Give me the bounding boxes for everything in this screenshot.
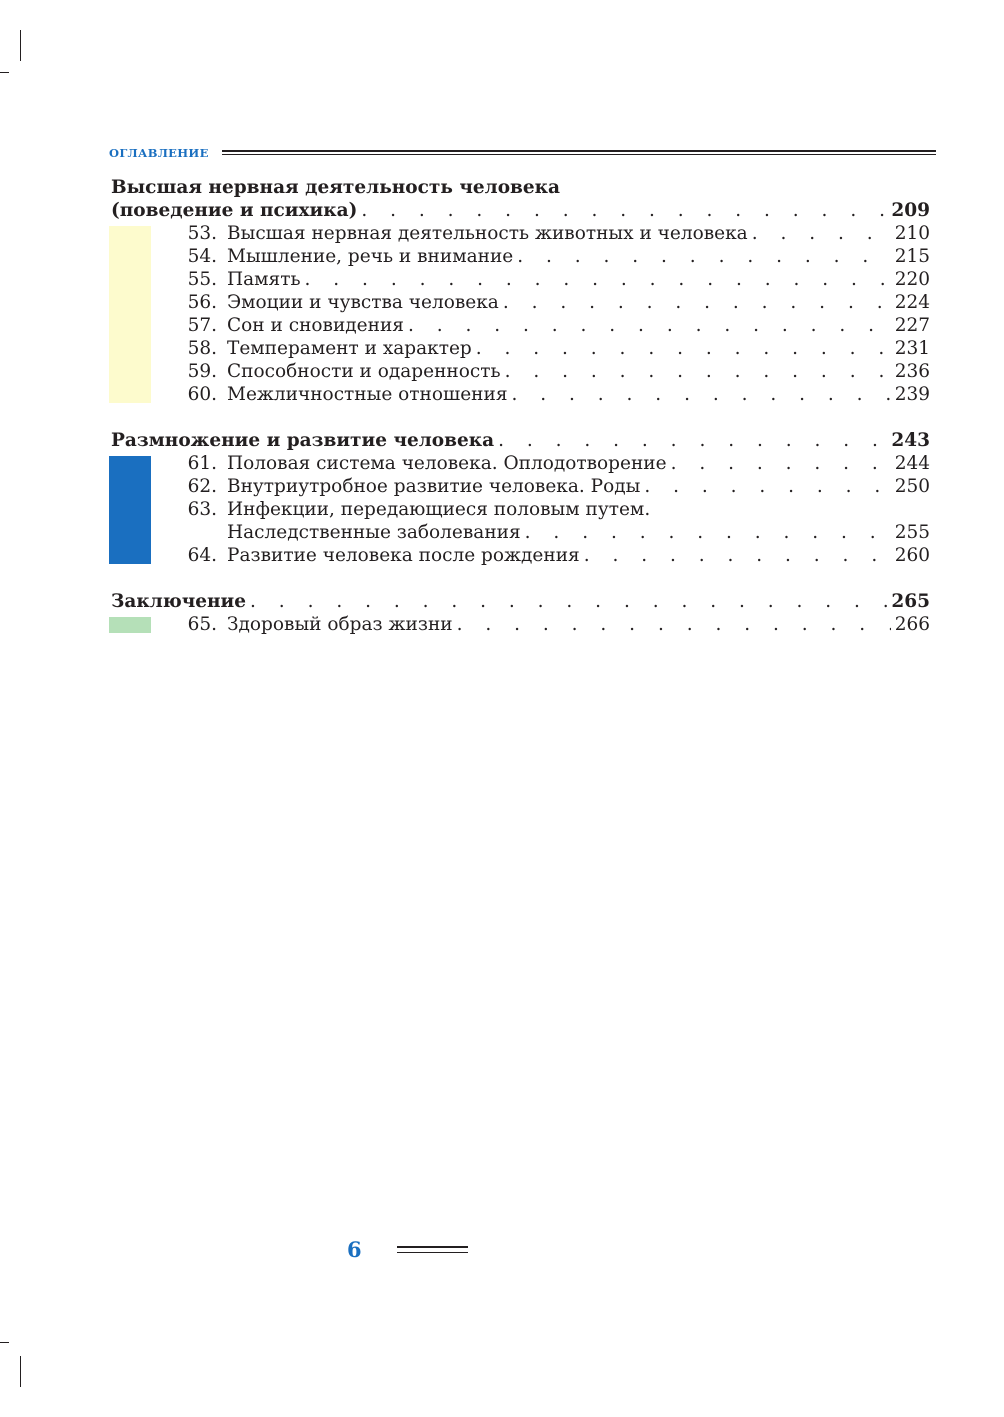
dot-leader	[517, 245, 890, 268]
item-title: Сон и сновидения	[227, 315, 404, 336]
item-page: 236	[894, 361, 930, 382]
header-title: ОГЛАВЛЕНИЕ	[109, 146, 209, 160]
dot-leader	[584, 544, 891, 567]
item-page: 255	[894, 522, 930, 543]
table-of-contents	[111, 176, 930, 636]
item-title: Половая система человека. Оплодотворение	[227, 453, 667, 474]
item-number: 56.	[187, 292, 217, 313]
item-page: 224	[894, 292, 930, 313]
section-page: 243	[891, 430, 930, 451]
toc-item[interactable]	[111, 498, 930, 521]
section-heading[interactable]	[111, 176, 930, 199]
item-number: 61.	[187, 453, 217, 474]
item-number: 63.	[187, 499, 217, 520]
crop-mark	[0, 72, 9, 73]
toc-item[interactable]	[111, 383, 930, 406]
toc-item[interactable]	[111, 613, 930, 636]
toc-item[interactable]	[111, 452, 930, 475]
header-rule	[222, 150, 936, 152]
section-title: (поведение и психика)	[111, 200, 358, 221]
dot-leader	[752, 222, 891, 245]
item-number: 64.	[187, 545, 217, 566]
footer-rule	[397, 1246, 468, 1248]
item-page: 220	[894, 269, 930, 290]
toc-item[interactable]	[111, 360, 930, 383]
dot-leader	[505, 360, 891, 383]
item-number: 57.	[187, 315, 217, 336]
dot-leader	[305, 268, 891, 291]
section-heading[interactable]	[111, 590, 930, 613]
dot-leader	[408, 314, 891, 337]
item-page: 244	[894, 453, 930, 474]
item-number: 59.	[187, 361, 217, 382]
item-number: 60.	[187, 384, 217, 405]
item-title: Память	[227, 269, 301, 290]
crop-mark	[20, 30, 21, 61]
item-number: 54.	[187, 246, 217, 267]
toc-item[interactable]	[111, 222, 930, 245]
footer-rule	[397, 1252, 468, 1253]
section-spacer	[111, 567, 930, 590]
item-title: Высшая нервная деятельность животных и человека	[227, 223, 748, 244]
toc-item[interactable]	[111, 245, 930, 268]
item-number: 65.	[187, 614, 217, 635]
section-title: Размножение и развитие человека	[111, 430, 495, 451]
item-number: 58.	[187, 338, 217, 359]
toc-item[interactable]	[111, 337, 930, 360]
item-number: 62.	[187, 476, 217, 497]
running-header	[109, 145, 936, 161]
item-title: Развитие человека после рождения	[227, 545, 580, 566]
item-page: 250	[894, 476, 930, 497]
item-title: Здоровый образ жизни	[227, 614, 453, 635]
toc-item[interactable]	[111, 314, 930, 337]
toc-item[interactable]	[111, 544, 930, 567]
dot-leader	[503, 291, 891, 314]
dot-leader	[525, 521, 891, 544]
section-spacer	[111, 406, 930, 429]
item-title: Способности и одаренность	[227, 361, 501, 382]
section-page: 209	[891, 200, 930, 221]
dot-leader	[361, 199, 887, 222]
item-page: 227	[894, 315, 930, 336]
section-heading[interactable]	[111, 199, 930, 222]
item-page: 210	[894, 223, 930, 244]
dot-leader	[498, 429, 887, 452]
dot-leader	[476, 337, 891, 360]
toc-item-continuation[interactable]	[111, 521, 930, 544]
item-title: Мышление, речь и внимание	[227, 246, 514, 267]
dot-leader	[457, 613, 891, 636]
item-number: 53.	[187, 223, 217, 244]
section-title: Заключение	[111, 591, 247, 612]
item-number: 55.	[187, 269, 217, 290]
toc-item[interactable]	[111, 268, 930, 291]
section-page: 265	[891, 591, 930, 612]
item-title: Наследственные заболевания	[227, 522, 521, 543]
item-page: 231	[894, 338, 930, 359]
section-title: Высшая нервная деятельность человека	[111, 177, 561, 198]
section-heading[interactable]	[111, 429, 930, 452]
dot-leader	[250, 590, 887, 613]
item-page: 239	[894, 384, 930, 405]
header-rule	[222, 154, 936, 155]
item-page: 215	[894, 246, 930, 267]
item-title: Внутриутробное развитие человека. Роды	[227, 476, 641, 497]
dot-leader	[671, 452, 891, 475]
crop-mark	[0, 1342, 9, 1343]
item-page: 266	[894, 614, 930, 635]
item-title: Темперамент и характер	[227, 338, 472, 359]
dot-leader	[512, 383, 891, 406]
toc-item[interactable]	[111, 475, 930, 498]
page-number: 6	[347, 1237, 362, 1262]
item-page: 260	[894, 545, 930, 566]
item-title: Межличностные отношения	[227, 384, 508, 405]
dot-leader	[644, 475, 890, 498]
crop-mark	[20, 1356, 21, 1387]
toc-item[interactable]	[111, 291, 930, 314]
item-title: Инфекции, передающиеся половым путем.	[227, 499, 651, 520]
item-title: Эмоции и чувства человека	[227, 292, 499, 313]
